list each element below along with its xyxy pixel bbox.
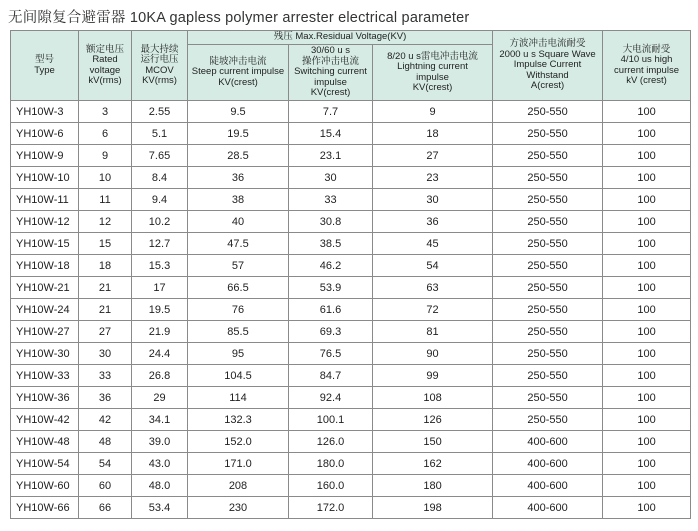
cell-lightning: 30 (373, 189, 493, 211)
cell-high-current: 100 (603, 343, 691, 365)
cell-high-current: 100 (603, 387, 691, 409)
cell-model: YH10W-9 (11, 145, 79, 167)
header-line: Steep current impulse (191, 66, 285, 78)
cell-lightning: 45 (373, 233, 493, 255)
table-row (11, 387, 691, 409)
header-type (11, 31, 79, 101)
cell-lightning: 9 (373, 101, 493, 123)
cell-mcov: 43.0 (132, 453, 188, 475)
table-row (11, 167, 691, 189)
header-line: 陡坡冲击电流 (209, 55, 267, 67)
table-body (11, 101, 691, 519)
cell-rated-voltage: 10 (79, 167, 132, 189)
cell-mcov: 39.0 (132, 431, 188, 453)
header-line: Lightning current (397, 61, 468, 72)
table-row (11, 409, 691, 431)
table-row (11, 189, 691, 211)
cell-high-current: 100 (603, 299, 691, 321)
header-residual-voltage-group: 残压 Max.Residual Voltage(KV) (188, 31, 493, 45)
cell-lightning: 81 (373, 321, 493, 343)
cell-square-wave: 250-550 (493, 277, 603, 299)
cell-rated-voltage: 9 (79, 145, 132, 167)
header-line: 型号 (34, 54, 54, 65)
cell-model: YH10W-6 (11, 123, 79, 145)
cell-rated-voltage: 48 (79, 431, 132, 453)
cell-high-current: 100 (603, 475, 691, 497)
cell-switching: 172.0 (289, 497, 373, 519)
cell-high-current: 100 (603, 255, 691, 277)
cell-rated-voltage: 12 (79, 211, 132, 233)
cell-mcov: 7.65 (132, 145, 188, 167)
cell-lightning: 54 (373, 255, 493, 277)
cell-mcov: 53.4 (132, 497, 188, 519)
cell-high-current: 100 (603, 167, 691, 189)
cell-rated-voltage: 3 (79, 101, 132, 123)
header-square-wave (493, 31, 603, 101)
header-line: 运行电压 (140, 54, 179, 65)
header-line: 8/20 u s雷电冲击电流 (387, 50, 478, 62)
header-line: 额定电压 (85, 43, 124, 55)
cell-rated-voltage: 66 (79, 497, 132, 519)
cell-mcov: 15.3 (132, 255, 188, 277)
cell-rated-voltage: 36 (79, 387, 132, 409)
cell-lightning: 36 (373, 211, 493, 233)
cell-steep: 95 (188, 343, 289, 365)
cell-square-wave: 250-550 (493, 233, 603, 255)
header-line: MCOV (145, 64, 174, 76)
parameter-table (10, 30, 691, 519)
cell-high-current: 100 (603, 321, 691, 343)
cell-model: YH10W-24 (11, 299, 79, 321)
cell-rated-voltage: 33 (79, 365, 132, 387)
header-line: Type (34, 64, 55, 76)
header-line: 操作冲击电流 (301, 55, 359, 67)
cell-steep: 76 (188, 299, 289, 321)
cell-square-wave: 250-550 (493, 299, 603, 321)
header-line: 方波冲击电流耐受 (509, 38, 586, 50)
table-row (11, 277, 691, 299)
cell-model: YH10W-27 (11, 321, 79, 343)
cell-lightning: 180 (373, 475, 493, 497)
cell-model: YH10W-15 (11, 233, 79, 255)
table-row (11, 453, 691, 475)
cell-high-current: 100 (603, 365, 691, 387)
table-row (11, 255, 691, 277)
cell-square-wave: 250-550 (493, 145, 603, 167)
header-lightning-current (373, 45, 493, 101)
cell-rated-voltage: 30 (79, 343, 132, 365)
table-row (11, 343, 691, 365)
cell-lightning: 72 (373, 299, 493, 321)
cell-switching: 7.7 (289, 101, 373, 123)
cell-model: YH10W-48 (11, 431, 79, 453)
cell-steep: 36 (188, 167, 289, 189)
cell-switching: 160.0 (289, 475, 373, 497)
cell-steep: 114 (188, 387, 289, 409)
cell-model: YH10W-66 (11, 497, 79, 519)
cell-square-wave: 250-550 (493, 101, 603, 123)
header-line: impulse (314, 76, 347, 88)
cell-high-current: 100 (603, 145, 691, 167)
cell-high-current: 100 (603, 431, 691, 453)
cell-mcov: 26.8 (132, 365, 188, 387)
cell-mcov: 21.9 (132, 321, 188, 343)
cell-model: YH10W-10 (11, 167, 79, 189)
cell-lightning: 198 (373, 497, 493, 519)
cell-rated-voltage: 60 (79, 475, 132, 497)
cell-square-wave: 400-600 (493, 475, 603, 497)
cell-square-wave: 250-550 (493, 409, 603, 431)
header-mcov (132, 31, 188, 101)
cell-rated-voltage: 21 (79, 299, 132, 321)
cell-steep: 57 (188, 255, 289, 277)
table-row (11, 211, 691, 233)
header-line: impulse (416, 71, 449, 83)
cell-steep: 28.5 (188, 145, 289, 167)
cell-steep: 152.0 (188, 431, 289, 453)
cell-switching: 53.9 (289, 277, 373, 299)
cell-lightning: 18 (373, 123, 493, 145)
cell-model: YH10W-21 (11, 277, 79, 299)
page-title: 无间隙复合避雷器 10KA gapless polymer arrester electrical parameter (8, 10, 470, 26)
cell-high-current: 100 (603, 277, 691, 299)
cell-mcov: 19.5 (132, 299, 188, 321)
table-row (11, 123, 691, 145)
table-row (11, 145, 691, 167)
cell-mcov: 5.1 (132, 123, 188, 145)
cell-switching: 180.0 (289, 453, 373, 475)
cell-rated-voltage: 6 (79, 123, 132, 145)
header-line: voltage (89, 64, 121, 76)
cell-mcov: 17 (132, 277, 188, 299)
cell-rated-voltage: 54 (79, 453, 132, 475)
cell-model: YH10W-42 (11, 409, 79, 431)
cell-mcov: 24.4 (132, 343, 188, 365)
cell-rated-voltage: 21 (79, 277, 132, 299)
header-line: Rated (92, 54, 118, 65)
cell-rated-voltage: 42 (79, 409, 132, 431)
cell-mcov: 9.4 (132, 189, 188, 211)
cell-square-wave: 250-550 (493, 255, 603, 277)
header-line: Withstand (526, 69, 569, 81)
header-line: 30/60 u s (310, 45, 351, 57)
cell-square-wave: 250-550 (493, 167, 603, 189)
header-line: 大电流耐受 (622, 43, 671, 55)
cell-lightning: 99 (373, 365, 493, 387)
cell-lightning: 162 (373, 453, 493, 475)
table-row (11, 101, 691, 123)
header-rated-voltage (79, 31, 132, 101)
cell-square-wave: 250-550 (493, 123, 603, 145)
cell-high-current: 100 (603, 189, 691, 211)
cell-square-wave: 400-600 (493, 431, 603, 453)
header-line: kV (crest) (626, 75, 667, 86)
cell-rated-voltage: 27 (79, 321, 132, 343)
cell-model: YH10W-30 (11, 343, 79, 365)
cell-switching: 15.4 (289, 123, 373, 145)
cell-switching: 46.2 (289, 255, 373, 277)
cell-square-wave: 250-550 (493, 343, 603, 365)
cell-lightning: 126 (373, 409, 493, 431)
cell-lightning: 23 (373, 167, 493, 189)
table-row (11, 299, 691, 321)
cell-high-current: 100 (603, 453, 691, 475)
cell-steep: 132.3 (188, 409, 289, 431)
cell-switching: 30 (289, 167, 373, 189)
cell-lightning: 27 (373, 145, 493, 167)
header-steep-current (188, 45, 289, 101)
cell-model: YH10W-3 (11, 101, 79, 123)
cell-mcov: 48.0 (132, 475, 188, 497)
cell-model: YH10W-60 (11, 475, 79, 497)
cell-lightning: 90 (373, 343, 493, 365)
header-line: KV(crest) (310, 87, 351, 99)
header-line: A(crest) (530, 80, 565, 92)
cell-square-wave: 250-550 (493, 321, 603, 343)
cell-model: YH10W-18 (11, 255, 79, 277)
cell-steep: 47.5 (188, 233, 289, 255)
cell-square-wave: 250-550 (493, 387, 603, 409)
cell-switching: 23.1 (289, 145, 373, 167)
cell-steep: 208 (188, 475, 289, 497)
cell-mcov: 8.4 (132, 167, 188, 189)
table-row (11, 321, 691, 343)
cell-lightning: 108 (373, 387, 493, 409)
cell-rated-voltage: 18 (79, 255, 132, 277)
header-line: KV(rms) (142, 75, 177, 86)
cell-steep: 230 (188, 497, 289, 519)
cell-square-wave: 250-550 (493, 189, 603, 211)
cell-square-wave: 250-550 (493, 365, 603, 387)
cell-steep: 38 (188, 189, 289, 211)
cell-mcov: 34.1 (132, 409, 188, 431)
cell-switching: 84.7 (289, 365, 373, 387)
cell-mcov: 29 (132, 387, 188, 409)
cell-model: YH10W-12 (11, 211, 79, 233)
header-line: 4/10 us high (620, 54, 673, 65)
cell-high-current: 100 (603, 233, 691, 255)
cell-high-current: 100 (603, 409, 691, 431)
cell-rated-voltage: 15 (79, 233, 132, 255)
table-row (11, 497, 691, 519)
cell-model: YH10W-36 (11, 387, 79, 409)
cell-steep: 40 (188, 211, 289, 233)
cell-mcov: 10.2 (132, 211, 188, 233)
cell-steep: 171.0 (188, 453, 289, 475)
cell-square-wave: 250-550 (493, 211, 603, 233)
cell-high-current: 100 (603, 211, 691, 233)
cell-model: YH10W-11 (11, 189, 79, 211)
cell-square-wave: 400-600 (493, 497, 603, 519)
header-line: kV(rms) (88, 75, 122, 86)
cell-switching: 100.1 (289, 409, 373, 431)
header-line: KV(crest) (412, 82, 453, 93)
cell-steep: 19.5 (188, 123, 289, 145)
cell-switching: 38.5 (289, 233, 373, 255)
cell-rated-voltage: 11 (79, 189, 132, 211)
cell-switching: 61.6 (289, 299, 373, 321)
cell-switching: 30.8 (289, 211, 373, 233)
cell-switching: 33 (289, 189, 373, 211)
cell-mcov: 12.7 (132, 233, 188, 255)
cell-model: YH10W-33 (11, 365, 79, 387)
cell-square-wave: 400-600 (493, 453, 603, 475)
cell-high-current: 100 (603, 497, 691, 519)
cell-steep: 66.5 (188, 277, 289, 299)
cell-model: YH10W-54 (11, 453, 79, 475)
table-row (11, 431, 691, 453)
header-line: Impulse Current (513, 59, 582, 71)
cell-steep: 9.5 (188, 101, 289, 123)
header-switching-current (289, 45, 373, 101)
table-row (11, 233, 691, 255)
cell-lightning: 150 (373, 431, 493, 453)
table-row (11, 365, 691, 387)
cell-steep: 85.5 (188, 321, 289, 343)
cell-switching: 126.0 (289, 431, 373, 453)
cell-switching: 69.3 (289, 321, 373, 343)
cell-high-current: 100 (603, 123, 691, 145)
table-row (11, 475, 691, 497)
header-line: 2000 u s Square Wave (499, 48, 596, 60)
header-line: current impulse (614, 64, 679, 76)
header-line: KV(crest) (218, 76, 258, 88)
cell-high-current: 100 (603, 101, 691, 123)
cell-lightning: 63 (373, 277, 493, 299)
header-line: Switching current (294, 66, 367, 78)
header-line: 最大持续 (140, 43, 179, 55)
cell-switching: 76.5 (289, 343, 373, 365)
cell-mcov: 2.55 (132, 101, 188, 123)
header-high-current (603, 31, 691, 101)
cell-switching: 92.4 (289, 387, 373, 409)
cell-steep: 104.5 (188, 365, 289, 387)
